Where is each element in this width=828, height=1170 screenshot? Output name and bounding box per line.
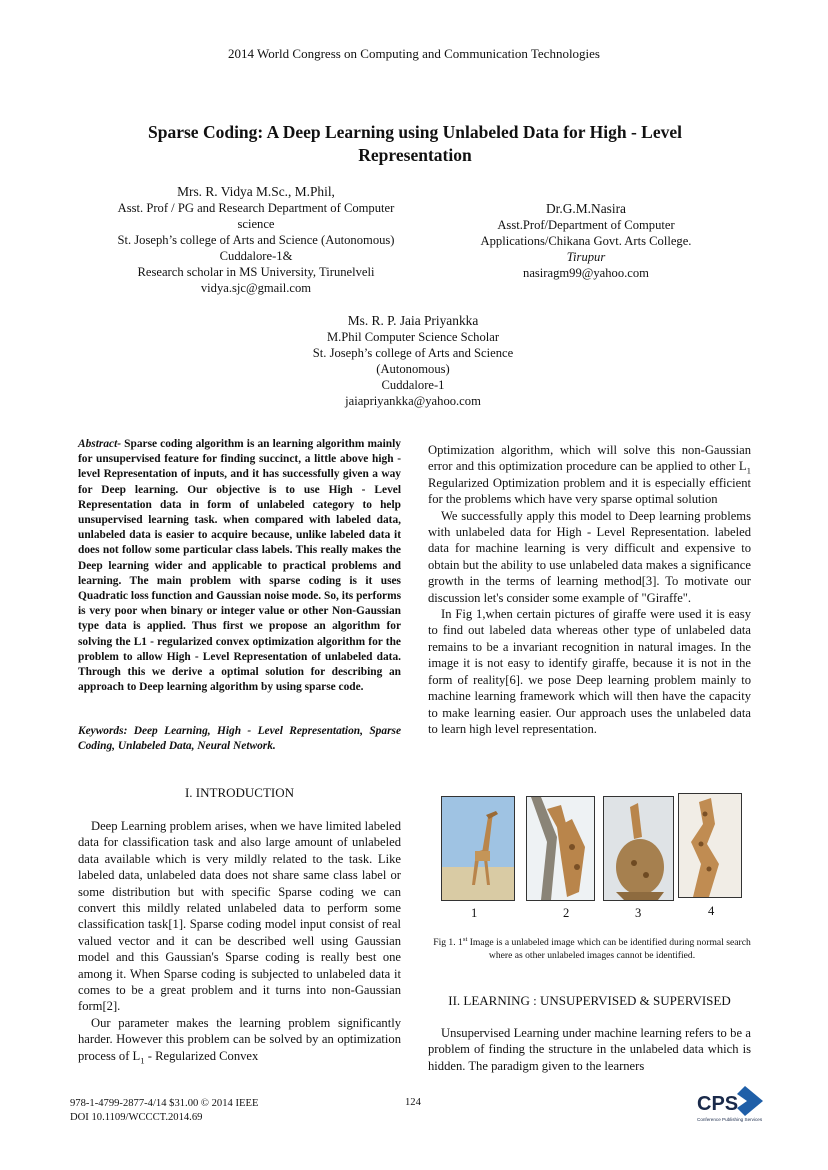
author-line: Cuddalore-1 — [381, 378, 445, 392]
right-column-text — [428, 442, 751, 737]
section-heading-learning: II. LEARNING : UNSUPERVISED & SUPERVISED — [448, 993, 731, 1008]
keywords: Keywords: Deep Learning, High - Level Representation, Sparse Coding, Unlabeled Data, Neural Network. — [78, 725, 401, 753]
paper-title — [70, 121, 760, 167]
title-line-1: Sparse Coding: A Deep Learning using Unlabeled Data for High - Level — [148, 122, 682, 142]
cps-logo-text: CPS — [697, 1093, 739, 1115]
author-block-1 — [66, 184, 446, 296]
paragraph: In Fig 1,when certain pictures of giraffe were used it is easy to find out labeled data whereas other type of unlabeled data remains to be a invariant recognition in natural images. In the image it is not easy to identify giraffe, because it is not in the form of reality[6]. we pose Deep learning problem mainly to machine learning framework which will then have the capacity to make learning easier. Our approach uses the unlabeled data to learn high level representation. — [428, 607, 751, 736]
figure-number-3: 3 — [635, 906, 642, 920]
author-line: Tirupur — [566, 250, 606, 264]
author-email: vidya.sjc@gmail.com — [200, 281, 312, 295]
introduction-text — [78, 818, 401, 1064]
author-line: Asst. Prof / PG and Research Department of Computer — [117, 201, 395, 215]
abstract-text: Sparse coding algorithm is an learning algorithm mainly for unsupervised feature for finding succinct, a little above high - level Representation of inputs, and it has successfully given a way for Deep learning. Our objective is to use High - Level Representation data in form of unlabeled category to help unsupervised learning task. when compared with labeled data, unlabeled data is easier to acquire because, unlike labeled data it does not follow some particular class labels. This really makes the Deep learning wider and applicable to practical problems and learning. The main problem with sparse coding is it uses Quadratic loss function and Gaussian noise mode. So, its performs is very poor when binary or integer value or other Non-Gaussian type data is applied. Thus first we propose an algorithm for solving the L1 - regularized convex optimization algorithm for the problem to allow High - Level Representation of unlabeled data. Through this we derive a optimal solution for describing an approach to Deep learning algorithm by using sparse code. — [78, 438, 401, 694]
doi: DOI 10.1109/WCCCT.2014.69 — [70, 1111, 203, 1123]
figure-image-3 — [603, 796, 674, 901]
figure-number-4: 4 — [708, 904, 715, 918]
author-email: nasiragm99@yahoo.com — [523, 266, 649, 280]
author-name: Mrs. R. Vidya M.Sc., M.Phil, — [177, 184, 335, 199]
author-block-2 — [436, 201, 736, 281]
author-line: Applications/Chikana Govt. Arts College. — [480, 234, 692, 248]
page-number: 124 — [405, 1097, 421, 1108]
author-line: science — [237, 217, 275, 231]
author-line: Asst.Prof/Department of Computer — [497, 218, 675, 232]
paragraph: Our parameter makes the learning problem significantly harder. However this problem can be solved by an optimization process of $L_1$ - Regularized Convex — [78, 1015, 401, 1066]
author-line: St. Joseph’s college of Arts and Science (Autonomous) — [117, 233, 395, 247]
author-name: Ms. R. P. Jaia Priyankka — [347, 313, 479, 328]
author-line: St. Joseph’s college of Arts and Science — [312, 346, 514, 360]
author-block-3 — [263, 313, 563, 409]
author-line: Cuddalore-1& — [219, 249, 293, 263]
figure-image-2 — [526, 796, 595, 901]
abstract-label: Abstract- — [78, 438, 122, 450]
footer-copyright — [70, 1097, 258, 1124]
section-heading-introduction: I. INTRODUCTION — [184, 785, 295, 800]
section2-text — [428, 1025, 751, 1074]
author-line: M.Phil Computer Science Scholar — [326, 330, 500, 344]
author-email: jaiapriyankka@yahoo.com — [345, 394, 481, 408]
figure-number-1: 1 — [471, 906, 478, 920]
paragraph: Deep Learning problem arises, when we have limited labeled data for classification task and also large amount of unlabeled data available which is very mildly related to the task. Like labeled data, unlabeled data does not share same class label or some distribution but with specific Sparse coding we can convert this mildly related unlabeled data to perform some classification task[1]. Sparse coding model input consist of real valued vector and it can be described well using Gaussian model and this Gaussian's Sparse coding is really best one among it. When Sparse coding is subjected to unlabeled data it comes to be a great problem and it turns into non-Gaussian form[2]. — [78, 819, 401, 1014]
title-line-2: Representation — [358, 145, 472, 165]
author-line: Research scholar in MS University, Tirunelveli — [137, 265, 375, 279]
author-line: (Autonomous) — [376, 362, 450, 376]
cps-logo-subtext: Conference Publishing Services — [697, 1117, 763, 1122]
paragraph: Optimization algorithm, which will solve this non-Gaussian error and this optimization procedure can be applied to other $L_1$ Regularized Optimization problem and it is especially efficient for the problems which have very sparse optimal solution — [428, 443, 751, 507]
abstract — [78, 437, 401, 695]
cps-logo — [695, 1084, 765, 1126]
paragraph: We successfully apply this model to Deep learning problems with unlabeled data for High - Level Representation. labeled data for machine learning is very difficult and expensive to obtain but the ability to use unlabeled data makes a significance growth in the terms of learning method[3]. To motivate our discussion let's consider some example of "Giraffe". — [428, 508, 751, 605]
figure-caption: Fig 1. 1st Image is a unlabeled image which can be identified during normal search where as other unlabeled images cannot be identified. — [433, 935, 751, 961]
figure-number-2: 2 — [563, 906, 570, 920]
isbn: 978-1-4799-2877-4/14 $31.00 © 2014 IEEE — [70, 1098, 259, 1109]
author-name: Dr.G.M.Nasira — [546, 201, 626, 216]
figure-image-4 — [678, 793, 742, 898]
conference-header: 2014 World Congress on Computing and Communication Technologies — [227, 46, 600, 61]
figure-image-1 — [441, 796, 515, 901]
paragraph: Unsupervised Learning under machine learning refers to be a problem of finding the structure in the unlabeled data which is hidden. The paradigm given to the learners — [428, 1026, 751, 1073]
